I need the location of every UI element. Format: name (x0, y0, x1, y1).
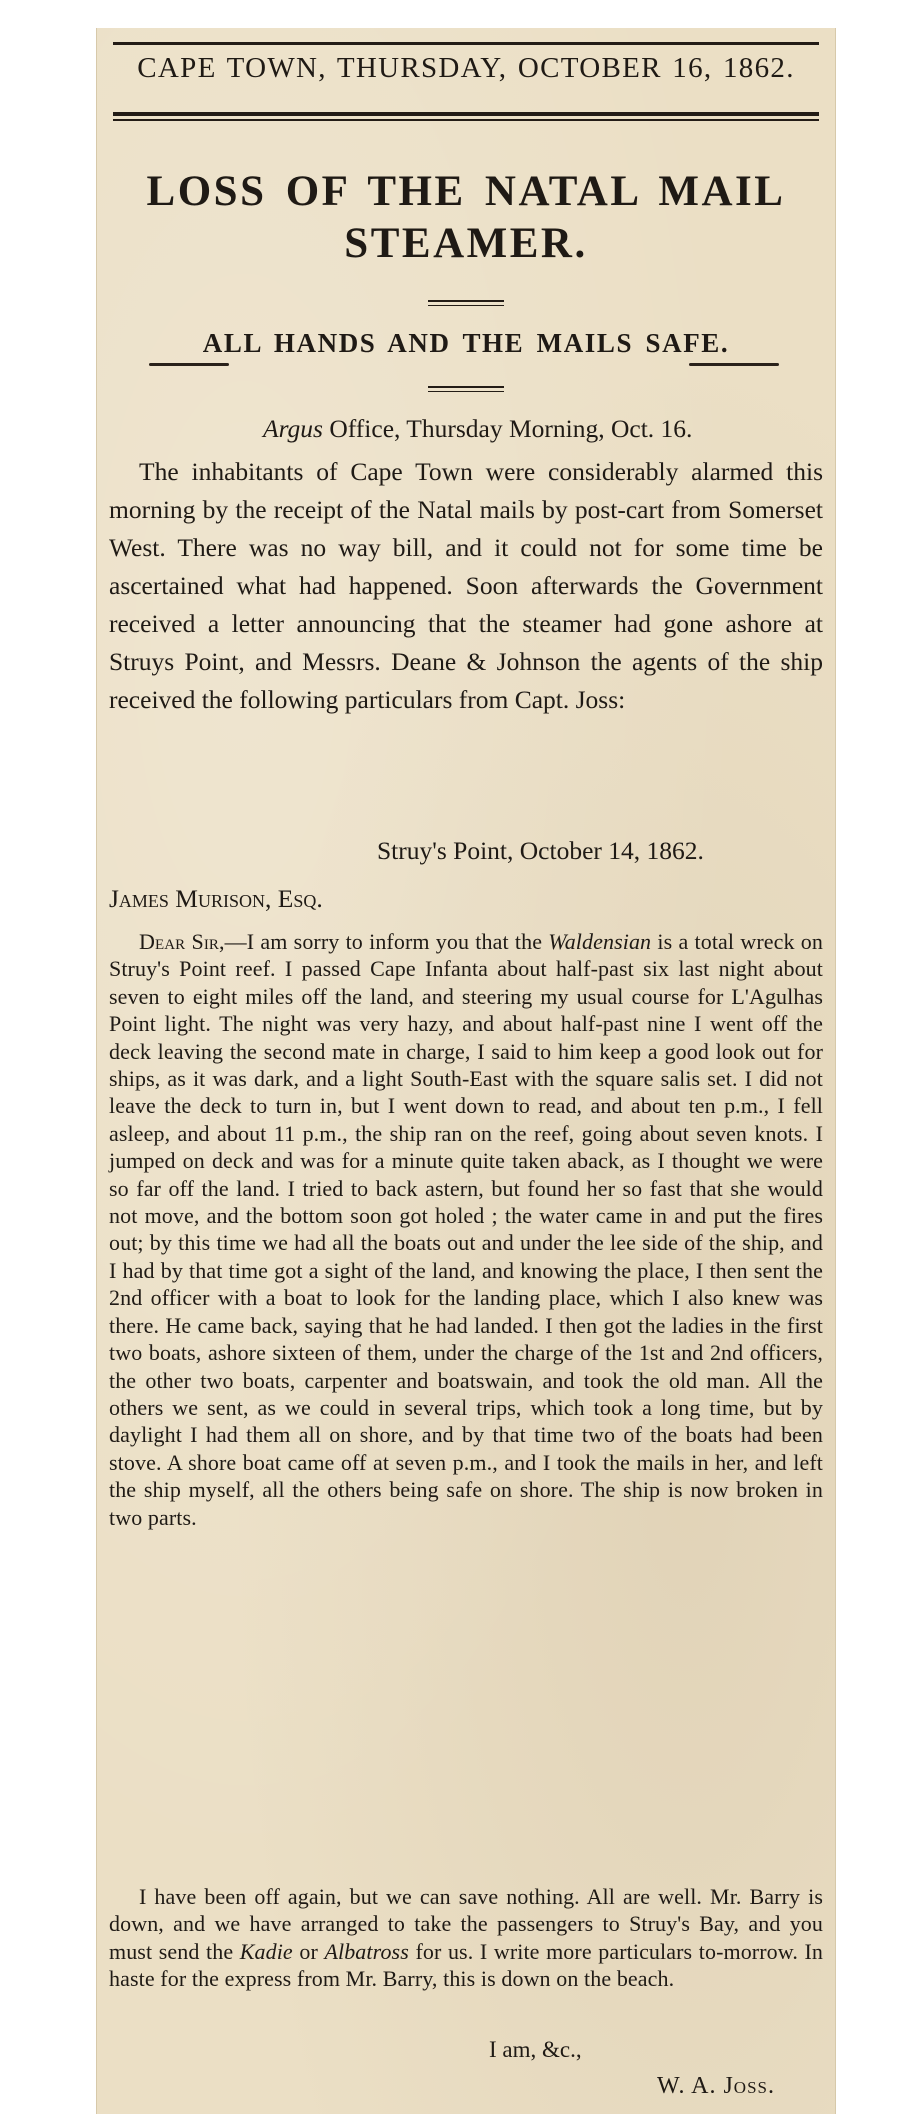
letter-p1-text-b: is a total wreck on Struy's Point reef. I passed Cape Infanta about half-past six last night about seven to eight miles off the land, and steering my usual course for L'Agulhas Point light. The night was very hazy, and about half-past nine I went off the deck leaving the second mate in charge, I said to him keep a good look out for ships, as it was dark, and a light South-East with the square salis set. I did not leave the deck to turn in, but I went down to read, and about ten p.m., I fell asleep, and about 11 p.m., the ship ran on the reef, going about seven knots. I jumped on deck and was for a minute quite taken aback, as I thought we were so far off the land. I tried to back astern, but found her so fast that she would not move, and the bottom soon got holed ; the water came in and put the fires out; by this time we had all the boats out and under the lee side of the ship, and I had by that time got a sight of the land, and knowing the place, I then sent the 2nd officer with a boat to look for the landing place, which I also knew was there. He came back, saying that he had landed. I then got the ladies in the first two boats, ashore sixteen of them, under the charge of the 1st and 2nd officers, the other two boats, carpenter and boatswain, and took the old man. All the others we sent, as we could in several trips, which took a long time, but by daylight I had them all on shore, and by that time two of the boats had been stove. A shore boat came off at seven p.m., and I took the mails in her, and left the ship myself, all the others being safe on shore. The ship is now broken in two parts. (109, 929, 823, 1530)
letter-p2-text-mid: or (292, 1938, 325, 1964)
article-subheadline: ALL HANDS AND THE MAILS SAFE. (202, 328, 730, 358)
subhead-divider (428, 386, 504, 392)
subhead-underline-right (689, 363, 779, 366)
office-line-italic: Argus (263, 414, 323, 443)
office-line (263, 414, 692, 444)
clipping-body (105, 28, 827, 2114)
letter-signature: W. A. Joss. (657, 2073, 775, 2099)
office-line-rest: Office, Thursday Morning, Oct. 16. (322, 414, 693, 443)
newspaper-clipping (97, 28, 835, 2114)
subhead-underline-left (149, 363, 229, 366)
article-headline: LOSS OF THE NATAL MAIL STEAMER. (146, 168, 786, 267)
masthead-dateline: CAPE TOWN, THURSDAY, OCTOBER 16, 1862. (137, 52, 795, 84)
vessel-name-kadie: Kadie (239, 1938, 293, 1964)
headline-divider (428, 300, 504, 306)
letter-paragraph-1 (109, 928, 823, 1531)
letter-p2-text-b: for us. I write more particulars to-morrow. In haste for the express from Mr. Barry, this is down on the beach. (109, 1938, 823, 1992)
letter-p1-text-a: —I am sorry to inform you that the (224, 929, 549, 954)
letter-p2-text-a: I have been off again, but we can save nothing. All are well. Mr. Barry is down, and we have arranged to take the passengers to Struy's Bay, and you must send the (109, 1884, 823, 1964)
masthead-double-rule (113, 112, 819, 121)
letter-closing: I am, &c., (489, 2037, 582, 2062)
ship-name: Waldensian (548, 929, 652, 954)
vessel-name-albatross: Albatross (324, 1938, 409, 1964)
top-rule (113, 42, 819, 45)
letter-salutation: Dear Sir, (139, 929, 225, 954)
intro-paragraph: The inhabitants of Cape Town were considerably alarmed this morning by the receipt of the Natal mails by post-cart from Somerset West. There was no way bill, and it could not for some time be ascertained what had happened. Soon afterwards the Government received a letter announcing that the steamer had gone ashore at Struys Point, and Messrs. Deane & Johnson the agents of the ship received the following particulars from Capt. Joss: (109, 457, 823, 714)
letter-addressee: James Murison, Esq. (109, 884, 323, 913)
letter-paragraph-2 (109, 1883, 823, 1993)
letter-dateline: Struy's Point, October 14, 1862. (377, 836, 704, 865)
